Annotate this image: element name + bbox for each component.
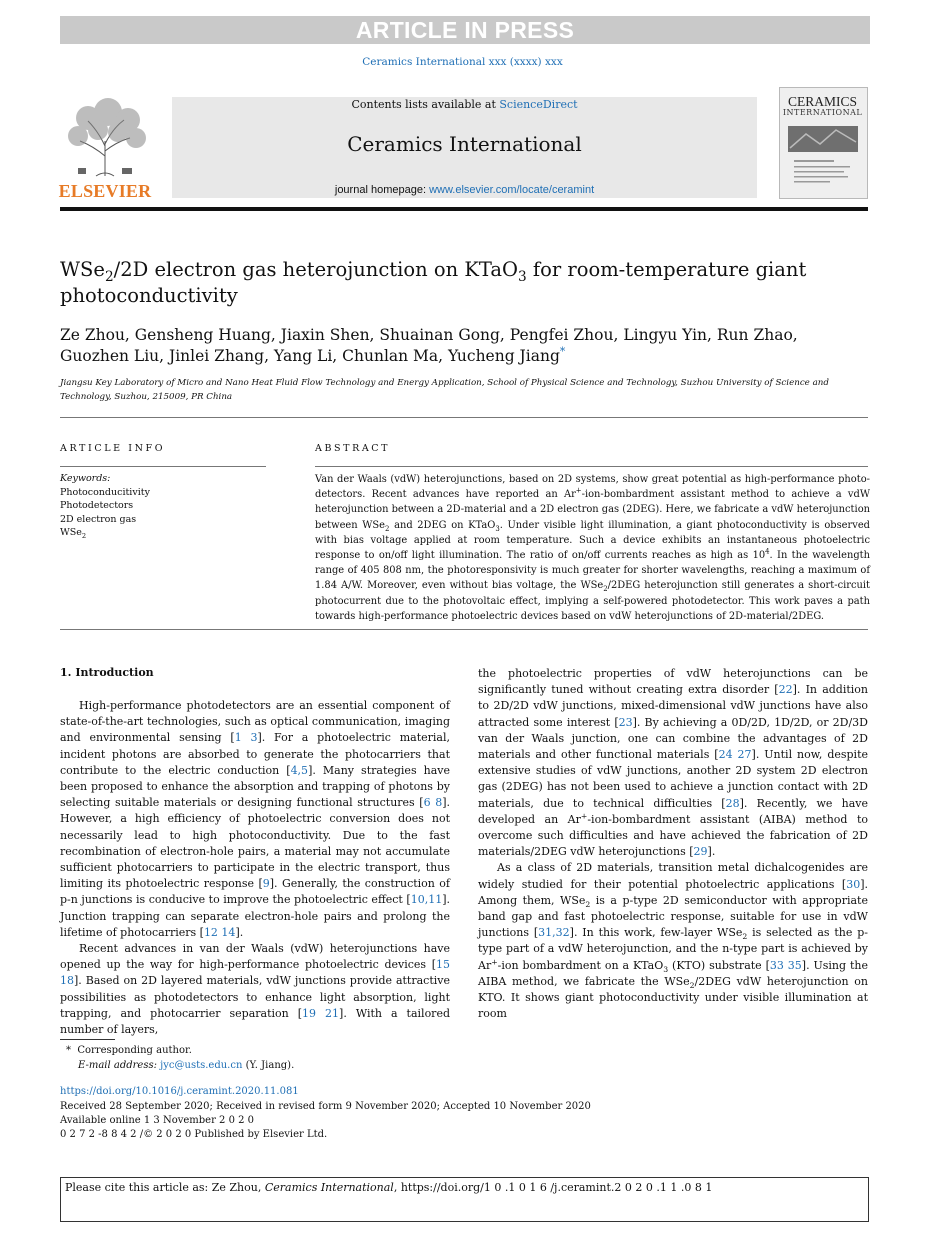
reference-link[interactable]: 10,11	[410, 893, 443, 907]
abstract-heading: ABSTRACT	[315, 443, 391, 454]
contents-prefix: Contents lists available at	[351, 98, 500, 111]
available-online: Available online 1 3 November 2 0 2 0	[60, 1115, 255, 1126]
body-column-right	[478, 666, 868, 1022]
keywords-label: Keywords:	[60, 473, 111, 484]
cover-title: CERAMICS	[787, 94, 858, 109]
citation-box: Please cite this article as: Ze Zhou, Ceramics International, https://doi.org/1 0 .1 0 1 6 /j.ceramint.2 0 2 0 .1 1 .0 8 1	[60, 1177, 869, 1222]
reference-link[interactable]: 15 18	[60, 958, 450, 988]
reference-link[interactable]: 33 35	[769, 958, 802, 972]
corresponding-author-mark[interactable]: *	[559, 344, 566, 358]
reference-link[interactable]: 19 21	[302, 1006, 340, 1020]
doi-link[interactable]: https://doi.org/10.1016/j.ceramint.2020.11.081	[60, 1086, 299, 1097]
footnote-corresponding: * Corresponding author.	[66, 1045, 192, 1056]
cover-subtitle: INTERNATIONAL	[782, 108, 863, 117]
keyword: 2D electron gas	[60, 513, 137, 525]
article-title: WSe$_2$/2D electron gas heterojunction on KTaO$_3$ for room-temperature giant photoconductivity	[60, 258, 807, 307]
paragraph: Recent advances in van der Waals (vdW) heterojunctions have opened up the way for high-performance photoelectric devices [15 18]. Based on 2D layered materials, vdW junctions provide attractive possibilities as photodetectors to enhance light absorption, light trapping, and photocarrier separation [19 21]. With a tailored number of layers,	[60, 942, 450, 1037]
footnote-email: E-mail address: jyc@usts.edu.cn (Y. Jiang).	[78, 1060, 295, 1071]
reference-link[interactable]: 4,5	[290, 763, 309, 777]
abstract-text: Van der Waals (vdW) heterojunctions, based on 2D systems, show great potential as high-performance photodetectors. Recent advances have reported an Ar+-ion-bombardment assistant method to achieve a vdW heterojunction between a 2D-material and a 2D electron gas (2DEG). Here, we fabricate a vdW heterojunction between WSe$_2$ and 2DEG on KTaO$_3$. Under visible light illumination, a giant photoconductivity is observed with bias voltage applied at room temperature. Such a device exhibits an instantaneous photoelectric response to on/off light illumination. The ratio of on/off currents reaches as high as $10^4$. In the wavelength range of 405 808 nm, the photoresponsivity is much greater for shorter wavelengths, reaching a maximum of 1.84 A/W. Moreover, even without bias voltage, the WSe$_2$/2DEG heterojunction still generates a short-circuit photocurrent due to the photovoltaic effect, implying a self-powered photodetector. This work paves a path towards high-performance photoelectric devices based on vdW heterojunctions of 2D-material/2DEG.	[315, 474, 870, 622]
email-link[interactable]: jyc@usts.edu.cn	[160, 1060, 243, 1071]
homepage-prefix: journal homepage:	[334, 184, 430, 196]
affiliation: Jiangsu Key Laboratory of Micro and Nano Heat Fluid Flow Technology and Energy Application, School of Physical Science and Technology, Suzhou University of Science and Technology, Suzhou, 215009, PR China	[60, 378, 829, 402]
paragraph: High-performance photodetectors are an essential component of state-of-the-art technologies, such as optical communication, imaging and environmental sensing [1 3]. For a photoelectric material, incident photons are absorbed to generate the photocarriers that contribute to the electric conduction [4,5]. Many strategies have been proposed to enhance the absorption and trapping of photons by selecting suitable materials or designing functional structures [6 8]. However, a high efficiency of photoelectric conversion does not necessarily lead to high photoconductivity. Due to the fast recombination of electron-hole pairs, a material may not accumulate sufficient photocarriers to participate in the electric transport, thus limiting its photoelectric response [9]. Generally, the construction of p-n junctions is conducive to improve the photoelectric effect [10,11]. Junction trapping can separate electron-hole pairs and prolong the lifetime of photocarriers [12 14].	[60, 699, 451, 939]
reference-link[interactable]: 12 14	[203, 925, 236, 939]
body-column-left	[60, 698, 450, 1038]
article-in-press-banner: ARTICLE IN PRESS	[60, 16, 870, 44]
keywords-block	[60, 472, 260, 540]
journal-homepage	[172, 184, 757, 196]
paragraph: the photoelectric properties of vdW heterojunctions can be significantly tuned without creating extra disorder [22]. In addition to 2D/2D vdW junctions, mixed-dimensional vdW junctions have also attracted some interest [23]. By achieving a 0D/2D, 1D/2D, or 2D/3D van der Waals junction, one can combine the advantages of 2D materials and other functional materials [24 27]. Until now, despite extensive studies of vdW junctions, another 2D system 2D electron gas (2DEG) has not been used to achieve a junction contact with 2D materials, due to technical difficulties [28]. Recently, we have developed an Ar+-ion-bombardment assistant (AIBA) method to overcome such difficulties and have achieved the fabrication of 2D materials/2DEG vdW heterojunctions [29].	[478, 667, 869, 859]
reference-link[interactable]: 1 3	[234, 731, 258, 745]
copyright-line: 0 2 7 2 -8 8 4 2 /© 2 0 2 0 Published by Elsevier Ltd.	[60, 1129, 328, 1140]
reference-link[interactable]: 22	[778, 683, 793, 697]
cover-image-icon	[786, 124, 860, 192]
paragraph: As a class of 2D materials, transition metal dichalcogenides are widely studied for their potential photoelectric applications [30]. Among them, WSe$_2$ is a p-type 2D semiconductor with appropriate band gap and fast photoelectric response, suitable for use in vdW junctions [31,32]. In this work, few-layer WSe$_2$ is selected as the p-type part of a vdW heterojunction, and the n-type part is achieved by Ar+-ion bombardment on a KTaO$_3$ (KTO) substrate [33 35]. Using the AIBA method, we fabricate the WSe$_2$/2DEG vdW heterojunction on KTO. It shows giant photoconductivity under visible illumination at room	[478, 861, 868, 1021]
divider	[60, 466, 266, 467]
author-list: Ze Zhou, Gensheng Huang, Jiaxin Shen, Shuainan Gong, Pengfei Zhou, Lingyu Yin, Run Zhao, Guozhen Liu, Jinlei Zhang, Yang Li, Chunlan Ma, Yucheng Jiang*	[60, 326, 798, 365]
header-divider	[60, 207, 868, 211]
homepage-link[interactable]: www.elsevier.com/locate/ceramint	[429, 184, 595, 196]
reference-link[interactable]: 31,32	[538, 926, 570, 940]
keyword: Photoconducitivity	[60, 486, 150, 498]
divider	[315, 466, 868, 467]
footnote-divider	[60, 1039, 115, 1040]
reference-link[interactable]: 23	[618, 715, 633, 729]
reference-link[interactable]: 29	[693, 845, 708, 859]
section-heading-introduction: 1. Introduction	[60, 666, 154, 679]
reference-link[interactable]: 24 27	[718, 748, 752, 762]
reference-link[interactable]: 9	[262, 877, 270, 891]
contents-line	[172, 98, 757, 111]
divider	[60, 417, 868, 418]
journal-title: Ceramics International	[347, 132, 582, 156]
reference-link[interactable]: 6 8	[423, 796, 443, 810]
keyword: Photodetectors	[60, 500, 134, 511]
keyword: WSe$_2$	[60, 527, 87, 540]
reference-link[interactable]: 30	[846, 877, 861, 891]
elsevier-wordmark: ELSEVIER	[58, 181, 152, 201]
divider	[60, 629, 868, 630]
journal-reference-link[interactable]: Ceramics International xxx (xxxx) xxx	[362, 56, 563, 68]
reference-link[interactable]: 28	[725, 796, 740, 810]
received-dates: Received 28 September 2020; Received in revised form 9 November 2020; Accepted 10 November 2020	[60, 1101, 591, 1112]
article-info-heading: ARTICLE INFO	[60, 443, 166, 454]
sciencedirect-link[interactable]: ScienceDirect	[499, 98, 578, 111]
